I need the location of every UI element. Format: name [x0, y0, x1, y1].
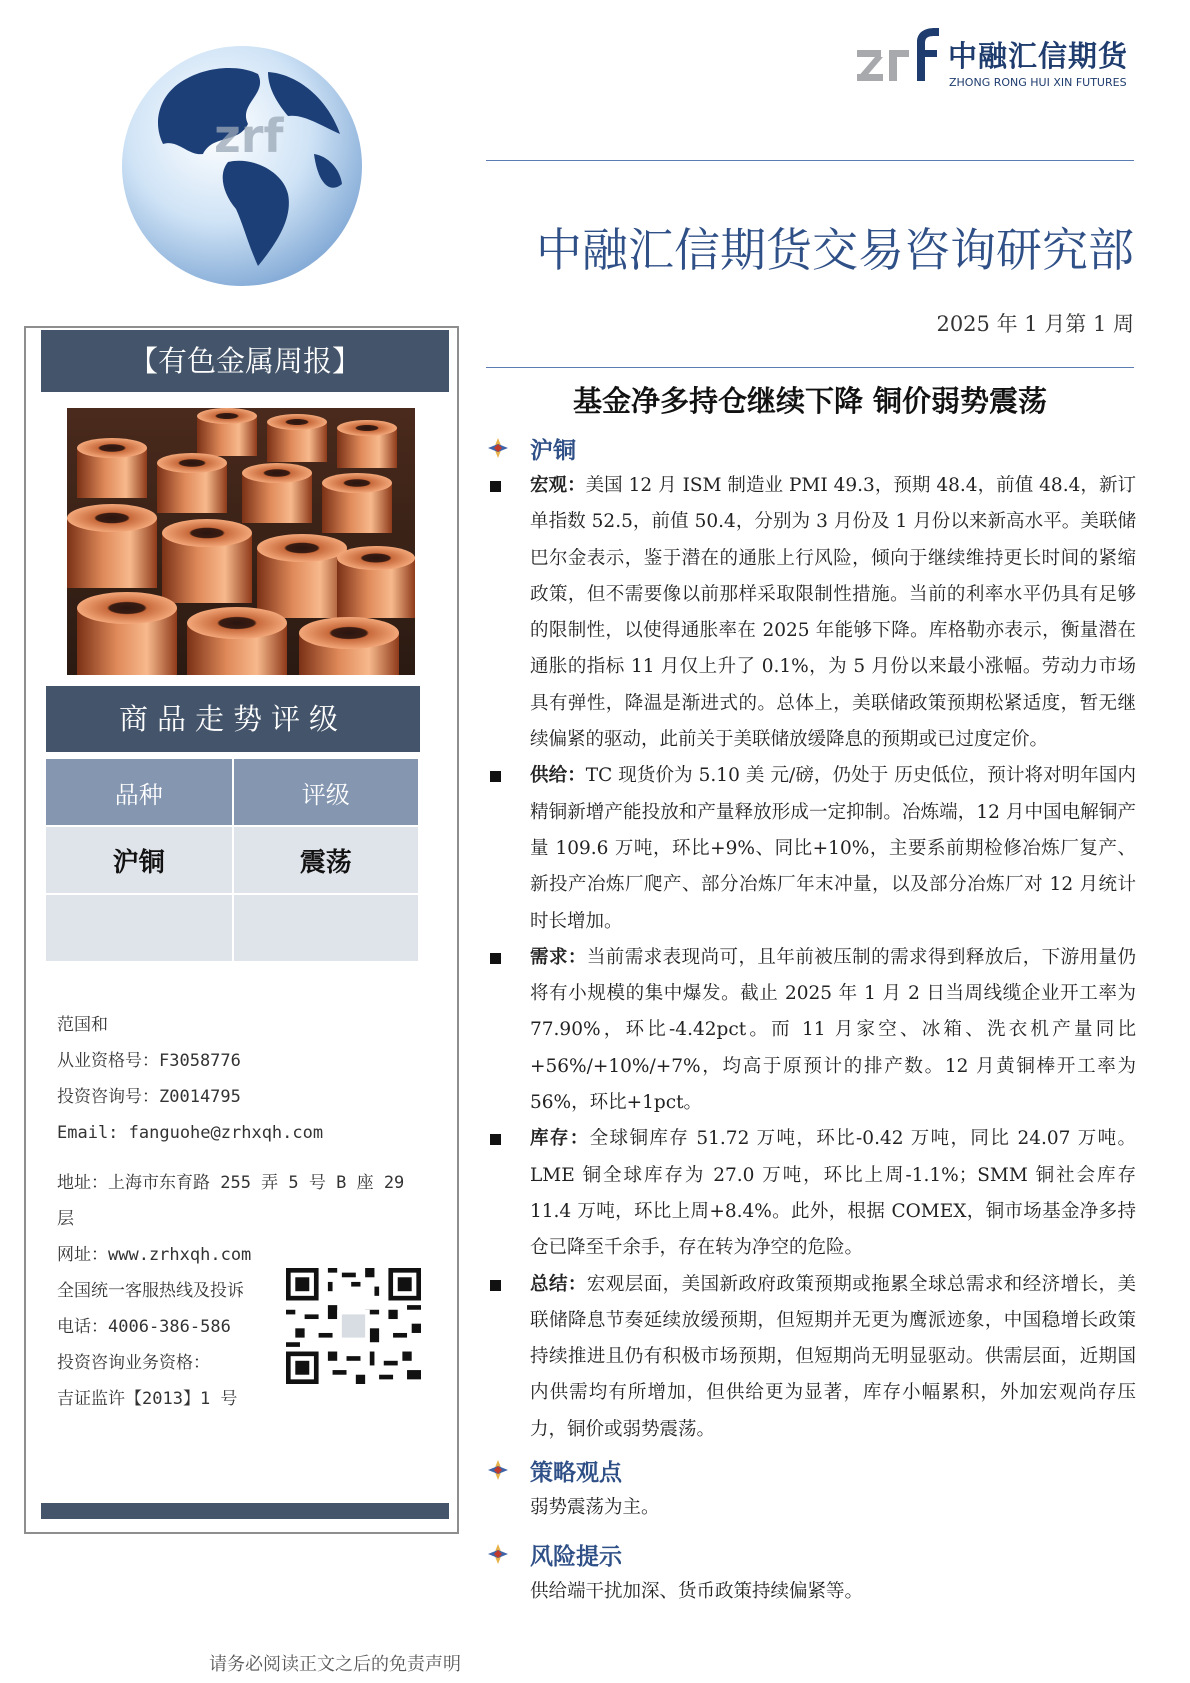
diamond-bullet-icon	[486, 1458, 510, 1482]
item-label: 库存：	[530, 1128, 590, 1150]
cell-variety	[46, 894, 233, 961]
square-bullet-icon	[490, 481, 501, 492]
qualification-line-2: 吉证监许【2013】1 号	[57, 1389, 238, 1409]
header-rating: 评级	[233, 759, 420, 826]
square-bullet-icon	[490, 1134, 501, 1145]
address-line-1: 地址：上海市东育路 255 弄 5 号 B 座 29	[57, 1173, 405, 1193]
disclaimer-note: 请务必阅读正文之后的免责声明	[209, 1654, 461, 1675]
brand-logo	[855, 28, 1130, 90]
qr-code-icon	[286, 1268, 421, 1384]
section-title: 策略观点	[530, 1459, 622, 1486]
item-text: 当前需求表现尚可，且年前被压制的需求得到释放后，下游用量仍将有小规模的集中爆发。截止 2025 年 1 月 2 日当周线缆企业开工率为 77.90%，环比-4.42pct。而 11 月家空、冰箱、洗衣机产量同比+56%/+10%/+7%，均高于原预计的排产数。12 月黄铜棒开工率为 56%，环比+1pct。	[530, 946, 1136, 1114]
list-item	[486, 940, 1136, 1121]
square-bullet-icon	[490, 771, 501, 782]
item-label: 总结：	[530, 1273, 587, 1295]
square-bullet-icon	[490, 953, 501, 964]
section-heading-strategy	[486, 1452, 1136, 1488]
header-rule-top	[486, 160, 1134, 161]
hotline-line-2: 电话：4006-386-586	[57, 1317, 231, 1337]
diamond-bullet-icon	[486, 1542, 510, 1566]
dept-title: 中融汇信期货交易咨询研究部	[536, 223, 1134, 277]
hotline-line-1: 全国统一客服热线及投诉	[57, 1281, 244, 1301]
address-line-2: 层	[57, 1209, 74, 1229]
cell-variety: 沪铜	[46, 826, 233, 894]
analyst-name: 范国和	[57, 1015, 108, 1035]
header-rule-bottom	[486, 367, 1134, 368]
cell-rating	[233, 894, 420, 961]
section-heading-risk	[486, 1536, 1136, 1572]
strategy-text: 弱势震荡为主。	[530, 1497, 660, 1519]
report-content	[486, 430, 1136, 1620]
list-item	[486, 1267, 1136, 1448]
issue-date: 2025 年 1 月第 1 周	[936, 312, 1134, 336]
section-heading-copper	[486, 430, 1136, 466]
email-link[interactable]: Email: fanguohe@zrhxqh.com	[57, 1123, 324, 1143]
item-label: 供给：	[530, 765, 586, 787]
zrf-logo-icon	[855, 28, 940, 88]
list-item	[486, 1121, 1136, 1266]
section-title: 沪铜	[530, 437, 576, 464]
table-row	[46, 826, 419, 894]
list-item	[486, 758, 1136, 939]
item-text: 全球铜库存 51.72 万吨，环比-0.42 万吨，同比 24.07 万吨。LME 铜全球库存为 27.0 万吨，环比上周-1.1%；SMM 铜社会库存 11.4 万吨，环比上周+8.4%。此外，根据 COMEX，铜市场基金净多持仓已降至千余手，存在转为净空的危险。	[530, 1128, 1136, 1259]
globe-logo	[118, 44, 366, 288]
weekly-label: 【有色金属周报】	[41, 330, 449, 392]
globe-mark: zrf	[214, 109, 284, 163]
sidebar-bottom-bar	[41, 1503, 449, 1519]
brand-name-cn: 中融汇信期货	[948, 39, 1129, 73]
risk-text: 供给端干扰加深、货币政策持续偏紧等。	[530, 1581, 864, 1603]
brand-name-en: ZHONG RONG HUI XIN FUTURES	[949, 76, 1127, 89]
trend-rating-label: 商品走势评级	[46, 686, 420, 752]
item-text: 美国 12 月 ISM 制造业 PMI 49.3，预期 48.4，前值 48.4，新订单指数 52.5，前值 50.4，分别为 3 月份及 1 月份以来新高水平。美联储巴尔金表示，鉴于潜在的通胀上行风险，倾向于继续维持更长时间的紧缩政策，但不需要像以前那样采取限制性措施。当前的利率水平仍具有足够的限制性，以使得通胀率在 2025 年能够下降。库格勒亦表示，衡量潜在通胀的指标 11 月仅上升了 0.1%，为 5 月份以来最小涨幅。劳动力市场具有弹性，降温是渐进式的。总体上，美联储政策预期松紧适度，暂无继续偏紧的驱动，此前关于美联储放缓降息的预期或已过度定价。	[530, 475, 1136, 751]
rating-table	[46, 759, 420, 961]
square-bullet-icon	[490, 1280, 501, 1291]
license-number: 从业资格号：F3058776	[57, 1051, 241, 1071]
copper-coils-photo	[67, 408, 415, 675]
cell-rating: 震荡	[233, 826, 420, 894]
report-title: 基金净多持仓继续下降 铜价弱势震荡	[572, 384, 1048, 418]
diamond-bullet-icon	[486, 436, 510, 460]
item-text: TC 现货价为 5.10 美 元/磅，仍处于 历史低位，预计将对明年国内精铜新增产能投放和产量释放形成一定抑制。冶炼端，12 月中国电解铜产量 109.6 万吨，环比+9%、同比+10%，主要系前期检修冶炼厂复产、新投产冶炼厂爬产、部分冶炼厂年末冲量，以及部分冶炼厂对 12 月统计时长增加。	[530, 765, 1136, 932]
item-label: 宏观：	[530, 475, 586, 496]
item-text: 宏观层面，美国新政府政策预期或拖累全球总需求和经济增长，美联储降息节奏延续放缓预期，但短期并无更为鹰派迹象，中国稳增长政策持续推进且仍有积极市场预期，但短期尚无明显驱动。供需层面，近期国内供需均有所增加，但供给更为显著，库存小幅累积，外加宏观尚存压力，铜价或弱势震荡。	[530, 1273, 1136, 1440]
section-title: 风险提示	[530, 1543, 622, 1570]
table-row	[46, 894, 419, 961]
item-label: 需求：	[530, 946, 587, 968]
website-link[interactable]: 网址：www.zrhxqh.com	[57, 1245, 252, 1265]
rating-table-header	[46, 759, 419, 826]
header-variety: 品种	[46, 759, 233, 826]
list-item	[486, 468, 1136, 758]
consult-number: 投资咨询号：Z0014795	[57, 1087, 241, 1107]
qualification-line-1: 投资咨询业务资格：	[57, 1353, 210, 1373]
